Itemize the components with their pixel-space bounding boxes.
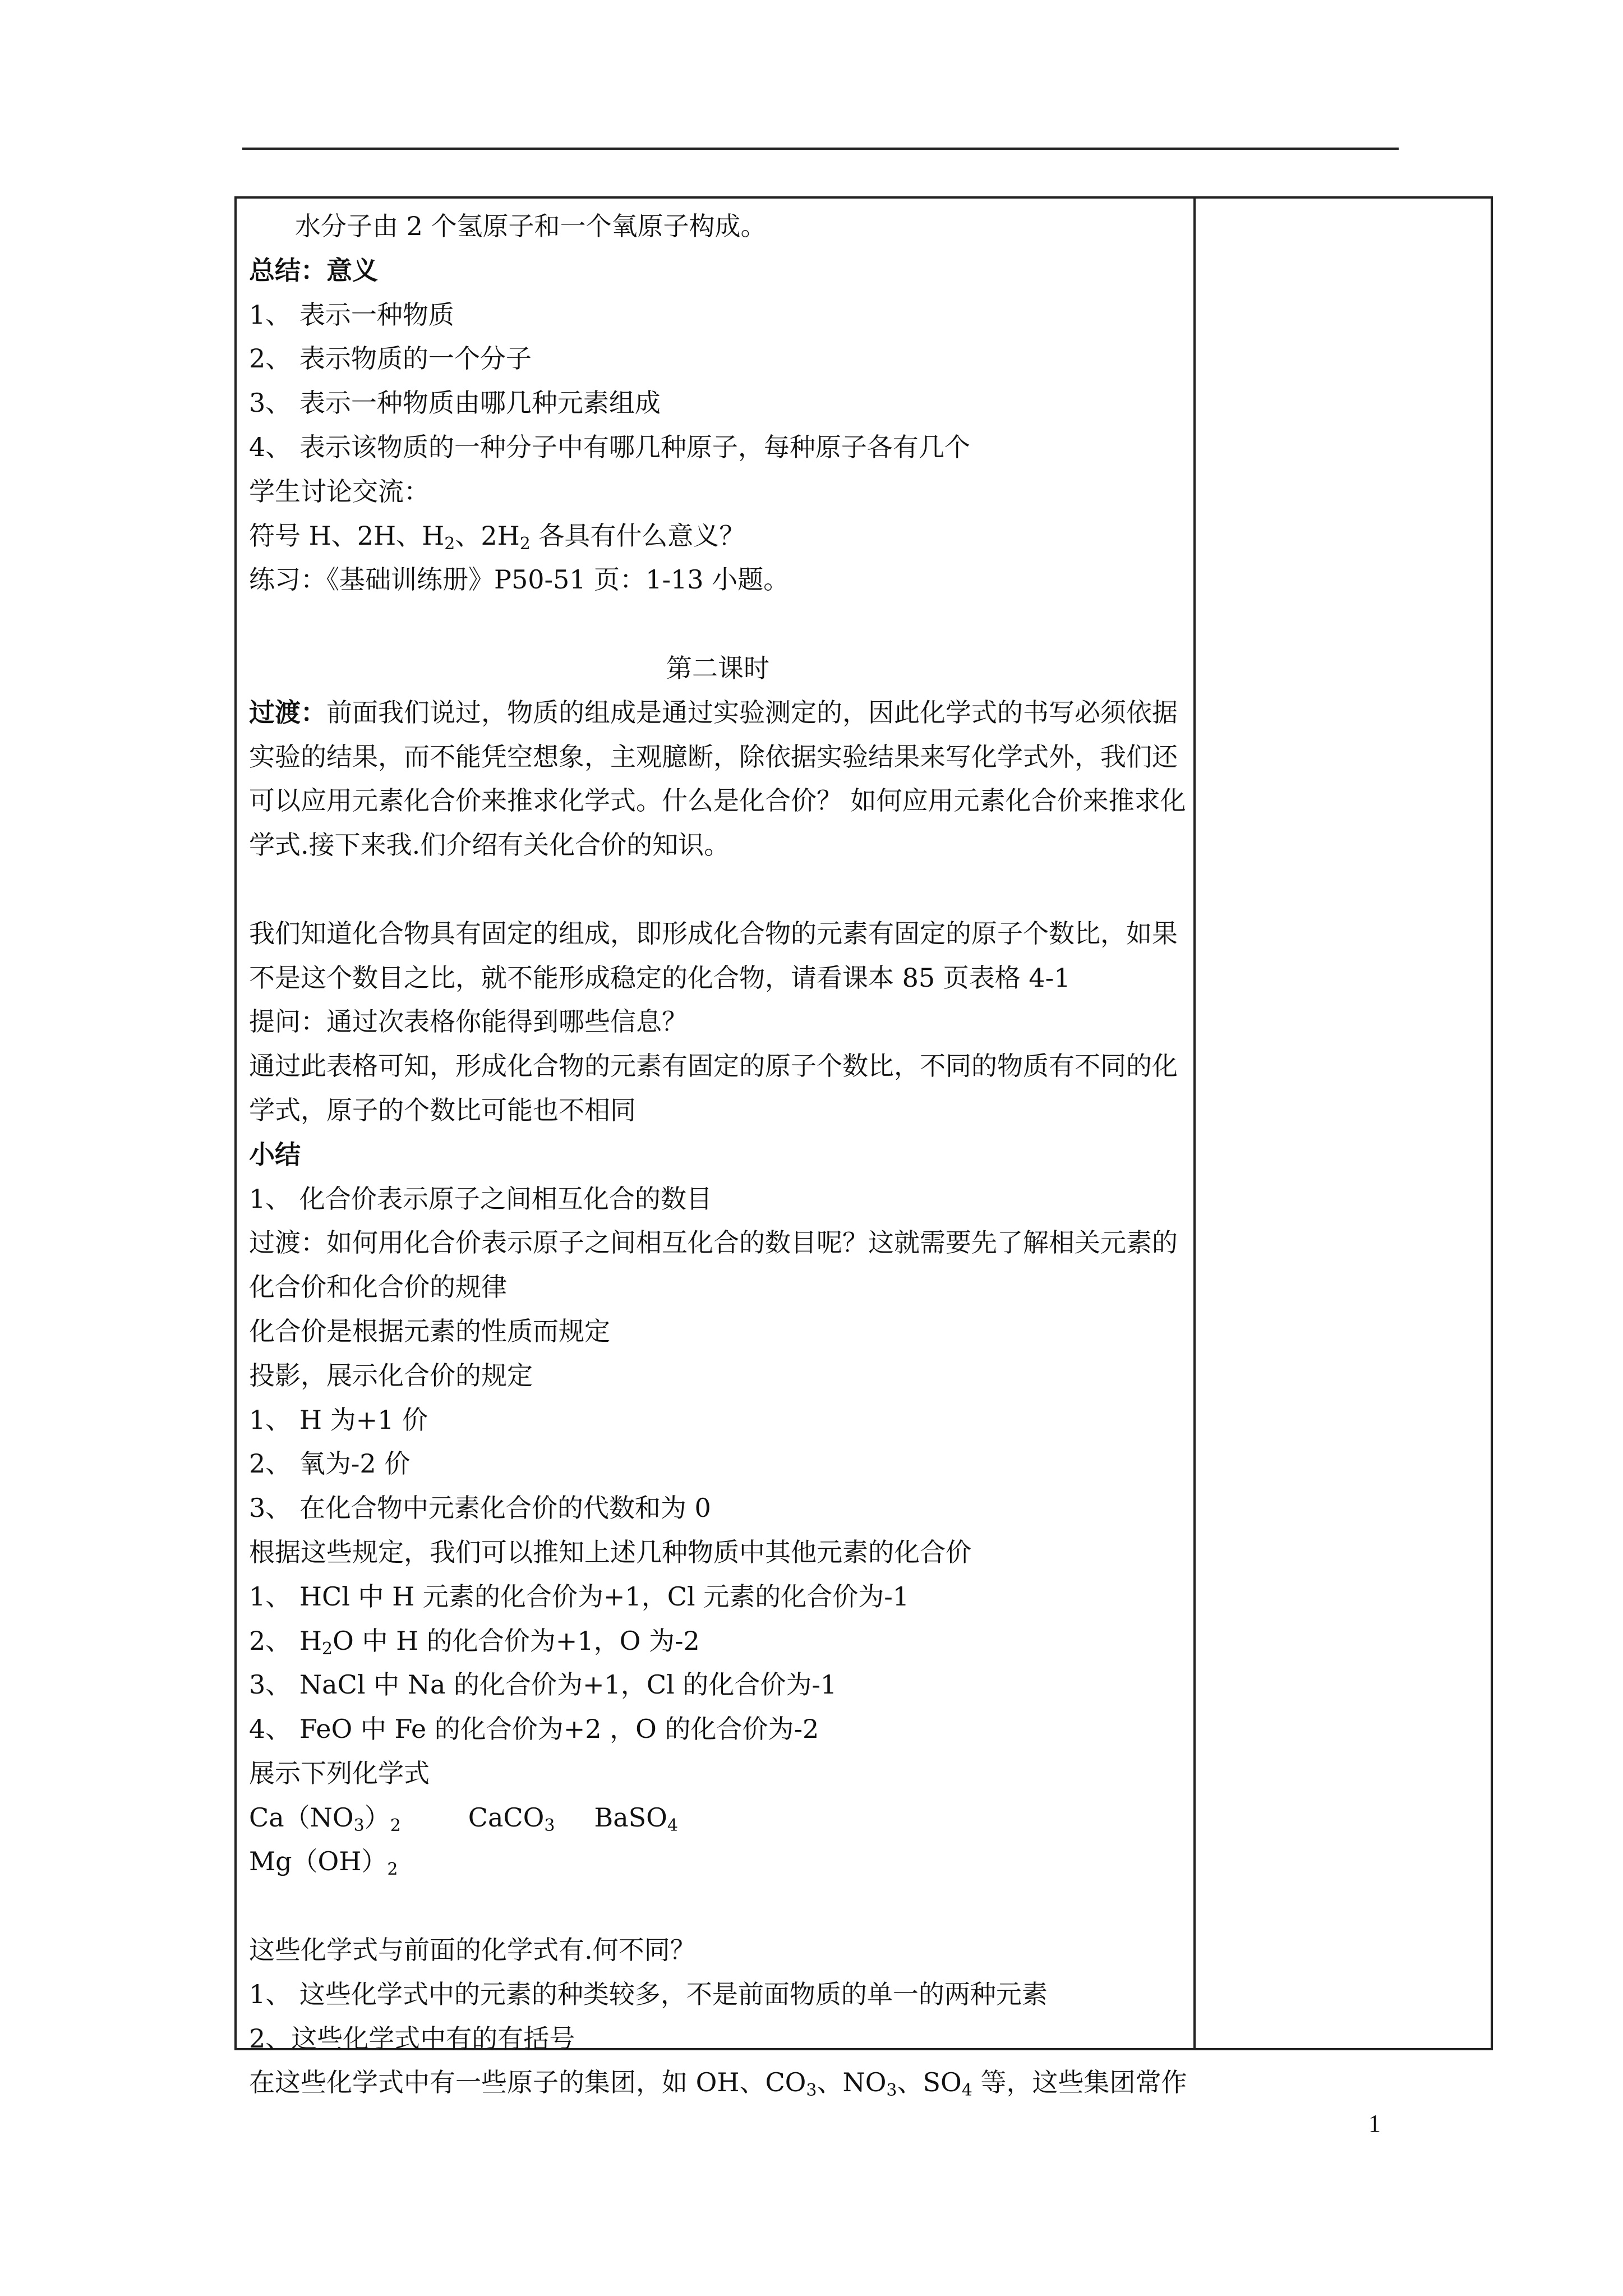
lesson-title: 第二课时: [666, 652, 769, 683]
text-line: 学生讨论交流：: [249, 476, 430, 507]
formula-calcium-carbonate: [468, 1802, 555, 1833]
subscript: 2: [444, 533, 455, 554]
text-fragment: 在这些化学式中有一些原子的集团，如 OH、CO: [249, 2067, 806, 2098]
subscript: 2: [322, 1639, 333, 1659]
text-fragment: 符号 H、2H、H: [249, 520, 445, 551]
notes-column: [1196, 199, 1491, 2048]
subscript: 3: [806, 2081, 817, 2101]
subscript: 2: [387, 1860, 398, 1880]
subscript: 3: [886, 2081, 897, 2101]
text-fragment: 等，这些集团常作: [972, 2067, 1187, 2098]
section-heading: 小结: [249, 1139, 301, 1170]
text-line: 化合价是根据元素的性质而规定: [249, 1315, 610, 1346]
text-line: 这些化学式与前面的化学式有.何不同？: [249, 1935, 696, 1966]
formula-line: [249, 1796, 1187, 1840]
subscript: 2: [390, 1815, 401, 1835]
text-line: 根据这些规定，我们可以推知上述几种物质中其他元素的化合价: [249, 1536, 971, 1567]
list-item: 4、 表示该物质的一种分子中有哪几种原子，每种原子各有几个: [249, 431, 970, 462]
paragraph: 我们知道化合物具有固定的组成，即形成化合物的元素有固定的原子个数比，如果不是这个数目之比，就不能形成稳定的化合物，请看课本 85 页表格 4-1: [249, 918, 1178, 993]
formula-barium-sulfate: [594, 1802, 678, 1833]
list-item: [249, 1619, 1187, 1663]
paragraph: 过渡：如何用化合价表示原子之间相互化合的数目呢？这就需要先了解相关元素的化合价和化合价的规律: [249, 1227, 1178, 1303]
text-fragment: BaSO: [594, 1802, 667, 1833]
list-item: 1、 这些化学式中的元素的种类较多，不是前面物质的单一的两种元素: [249, 1978, 1048, 2009]
content-column: [237, 199, 1196, 2101]
text-line: [249, 514, 1187, 558]
paragraph: [249, 691, 1187, 867]
text-line: 提问：通过次表格你能得到哪些信息？: [249, 1006, 688, 1037]
text-fragment: 各具有什么意义？: [530, 520, 745, 551]
blank-line: [249, 1884, 1187, 1928]
paragraph-text: 前面我们说过，物质的组成是通过实验测定的，因此化学式的书写必须依据实验的结果，而不能凭空想象，主观臆断，除依据实验结果来写化学式外，我们还可以应用元素化合价来推求化学式。什么是化合价？ 如何应用元素化合价来推求化学式.接下来我.们介绍有关化合价的知识。: [249, 697, 1186, 861]
blank-line: [249, 602, 1187, 646]
list-item: 2、 氧为-2 价: [249, 1448, 411, 1479]
list-item: 2、 表示物质的一个分子: [249, 343, 532, 374]
list-item: 2、这些化学式中有的有括号: [249, 2023, 575, 2054]
lesson-table: [234, 196, 1493, 2101]
text-line: 展示下列化学式: [249, 1757, 430, 1788]
text-line: [249, 2060, 1187, 2105]
text-fragment: 2、 H: [249, 1625, 322, 1656]
page-number: 1: [1368, 2110, 1381, 2137]
list-item: 1、 H 为+1 价: [249, 1404, 428, 1435]
text-line: 水分子由 2 个氢原子和一个氧原子构成。: [295, 211, 767, 241]
paragraph-label: 过渡：: [249, 697, 326, 728]
paragraph: 通过此表格可知，形成化合物的元素有固定的原子个数比，不同的物质有不同的化学式，原子的个数比可能也不相同: [249, 1051, 1178, 1125]
formula-line: [249, 1839, 1187, 1884]
subscript: 3: [353, 1815, 365, 1835]
text-fragment: ）: [364, 1802, 390, 1833]
formula-calcium-nitrate: [249, 1802, 401, 1833]
subscript: 4: [667, 1815, 678, 1835]
subscript: 2: [519, 533, 531, 554]
list-item: 3、 在化合物中元素化合价的代数和为 0: [249, 1493, 711, 1524]
text-fragment: 、SO: [897, 2067, 962, 2098]
text-fragment: 、2H: [455, 520, 520, 551]
section-heading: 总结：意义: [249, 255, 378, 286]
list-item: 3、 NaCl 中 Na 的化合价为+1，Cl 的化合价为-1: [249, 1669, 837, 1700]
text-fragment: CaCO: [468, 1802, 545, 1833]
text-line: 练习：《基础训练册》P50-51 页：1-13 小题。: [249, 564, 790, 595]
text-fragment: 、NO: [817, 2067, 887, 2098]
list-item: 1、 HCl 中 H 元素的化合价为+1，Cl 元素的化合价为-1: [249, 1581, 910, 1612]
text-fragment: O 中 H 的化合价为+1，O 为-2: [333, 1625, 700, 1656]
list-item: 3、 表示一种物质由哪几种元素组成: [249, 388, 661, 418]
subscript: 3: [544, 1815, 555, 1835]
list-item: 1、 表示一种物质: [249, 299, 454, 330]
text-fragment: Mg（OH）: [249, 1846, 388, 1877]
header-rule: [242, 148, 1399, 150]
blank-line: [249, 867, 1187, 912]
text-line: 投影，展示化合价的规定: [249, 1360, 533, 1391]
subscript: 4: [961, 2081, 972, 2101]
list-item: 4、 FeO 中 Fe 的化合价为+2 ，O 的化合价为-2: [249, 1714, 819, 1745]
list-item: 1、 化合价表示原子之间相互化合的数目: [249, 1183, 712, 1214]
text-fragment: Ca（NO: [249, 1802, 354, 1833]
